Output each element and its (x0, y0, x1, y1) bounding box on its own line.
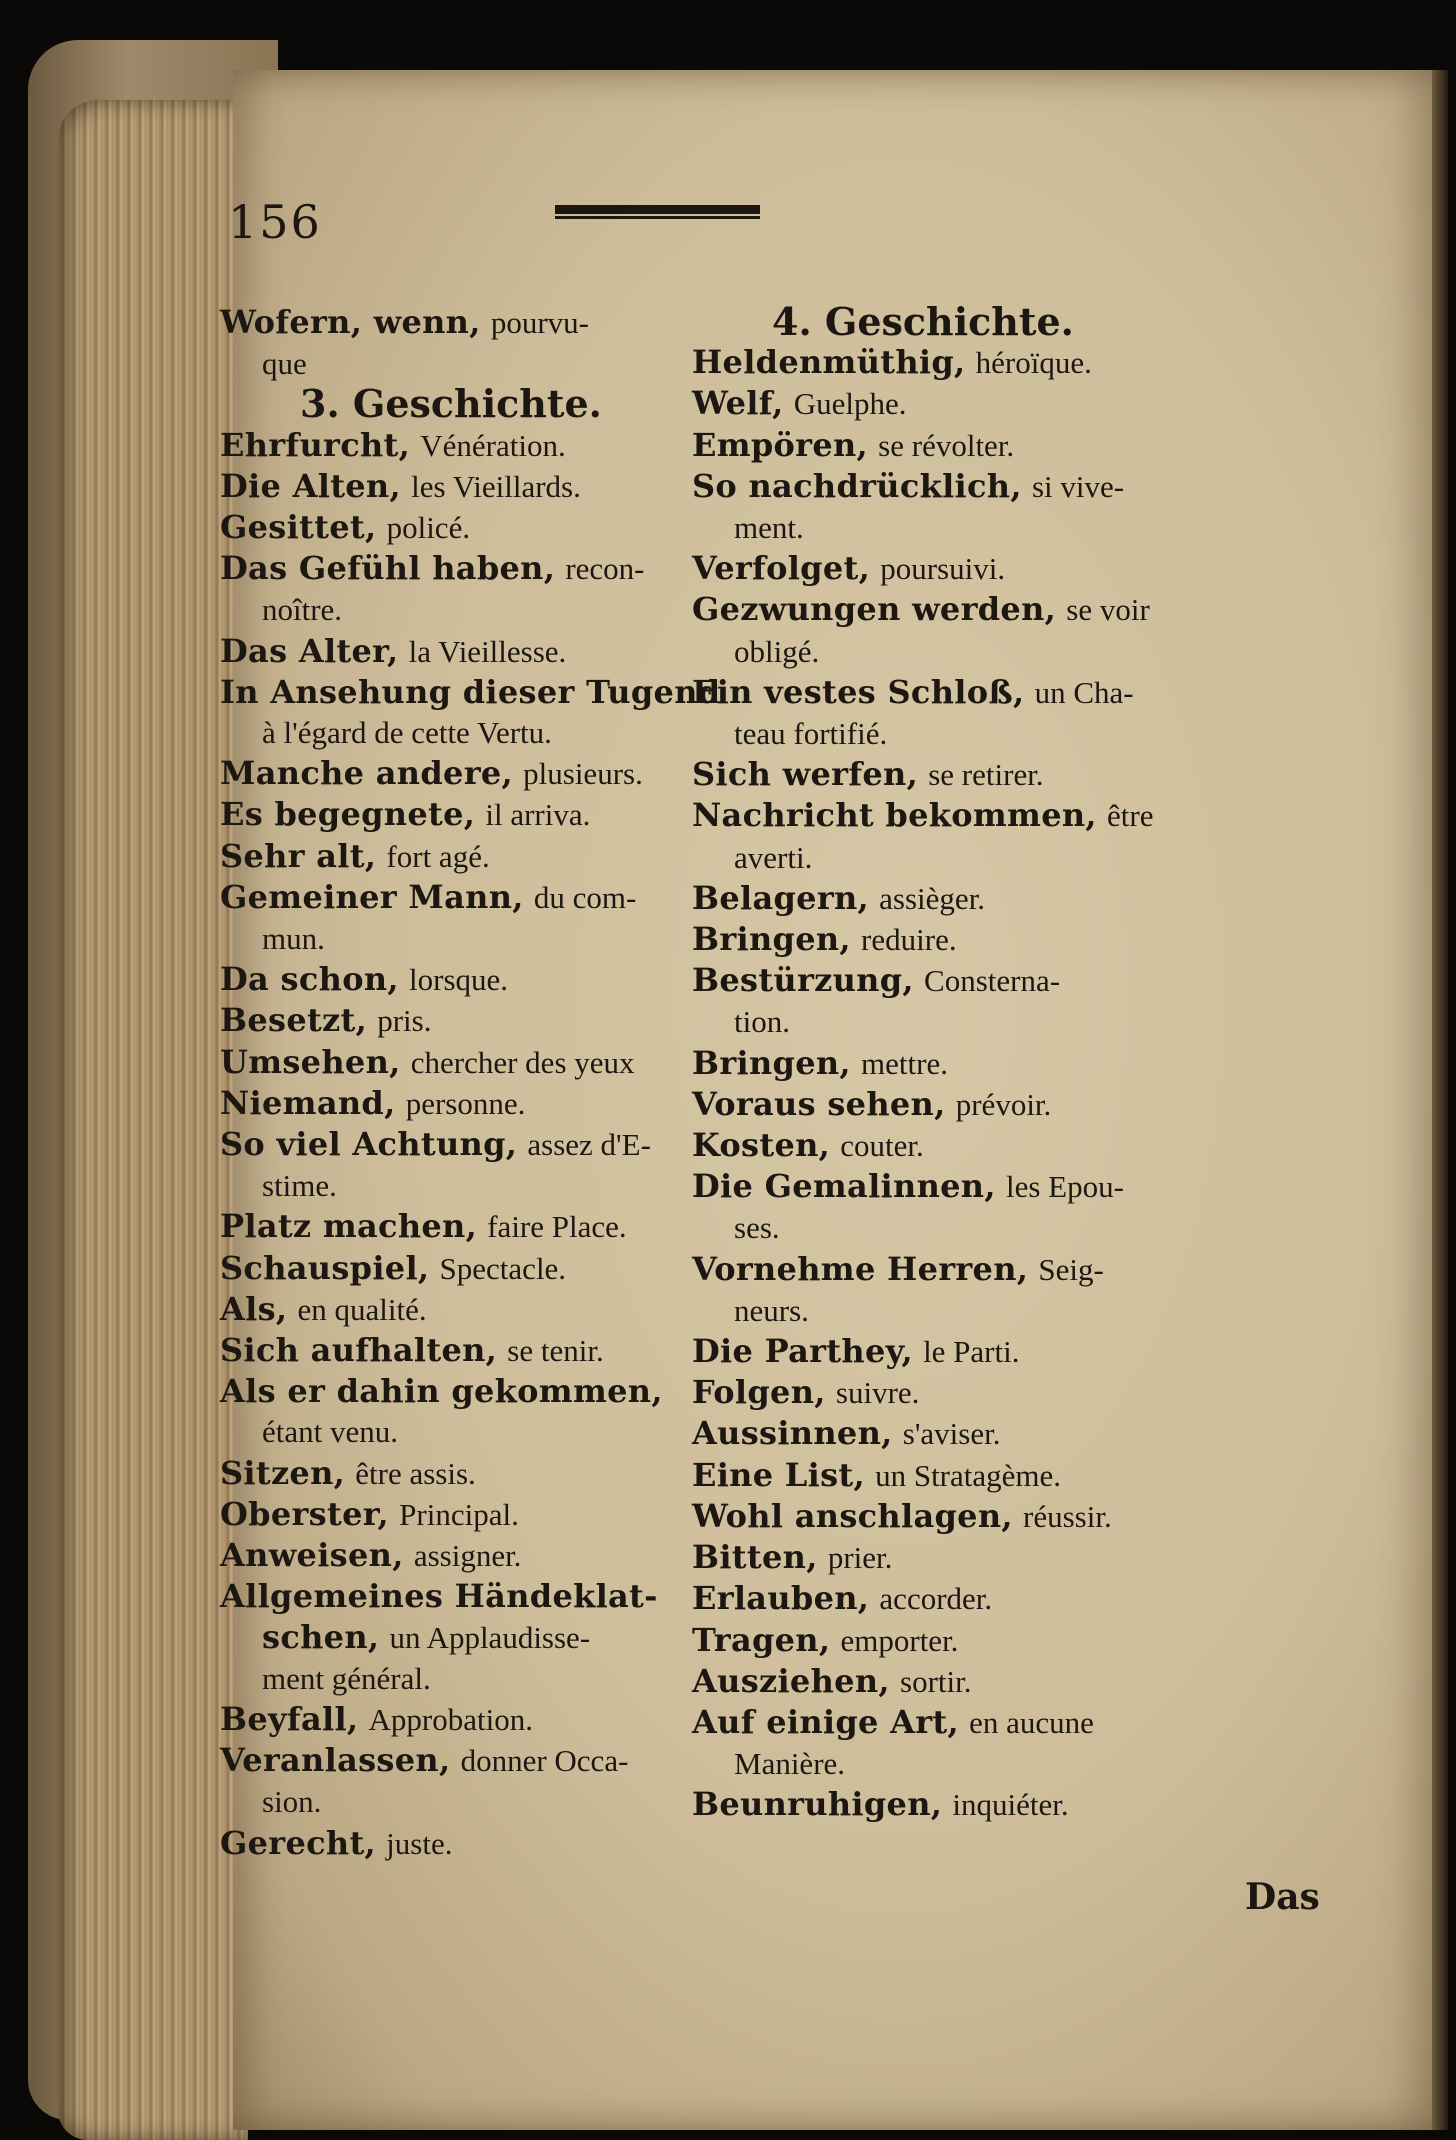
german-term: Als er dahin gekommen, (220, 1372, 663, 1411)
french-translation: obligé. (734, 633, 820, 669)
french-translation: Manière. (734, 1746, 846, 1782)
glossary-entry (220, 877, 650, 918)
french-translation: en qualité. (297, 1291, 427, 1327)
french-translation: héroïque. (975, 345, 1092, 381)
french-translation: si vive- (1031, 468, 1125, 504)
glossary-entry (220, 1576, 658, 1616)
glossary-entry (692, 1784, 1132, 1825)
french-translation: faire Place. (487, 1209, 627, 1245)
glossary-entry (220, 836, 650, 877)
french-translation: s'aviser. (902, 1416, 1001, 1452)
french-translation: Vénération. (420, 427, 566, 463)
german-term: Voraus sehen, (692, 1084, 946, 1123)
section-heading: 3. Geschichte. (300, 381, 602, 427)
glossary-entry (220, 507, 650, 548)
glossary-entry (220, 302, 650, 343)
french-translation: tion. (734, 1004, 790, 1040)
german-term: Da schon, (220, 960, 399, 999)
german-term: Sitzen, (220, 1453, 346, 1492)
page-gutter-shadow (1432, 70, 1448, 2130)
glossary-entry (692, 548, 1132, 589)
glossary-entry (692, 589, 1150, 630)
glossary-entry (692, 1702, 1132, 1743)
french-translation: Spectacle. (439, 1250, 567, 1286)
french-translation: assez d'E- (527, 1127, 651, 1163)
german-term: Als, (220, 1289, 288, 1328)
german-term: Es begegnete, (220, 795, 476, 834)
french-translation: se voir (1066, 592, 1150, 628)
german-term: Die Gemalinnen, (692, 1167, 996, 1206)
french-translation: pourvu- (490, 305, 590, 340)
german-term: Die Parthey, (692, 1332, 913, 1371)
glossary-entry (692, 1125, 1132, 1166)
german-term: Verfolget, (692, 549, 871, 588)
french-translation: assigner. (413, 1538, 522, 1574)
header-ornamental-rule (555, 205, 760, 219)
glossary-entry (692, 919, 1132, 960)
german-term: Umsehen, (220, 1042, 401, 1081)
glossary-entry-continuation (220, 1658, 650, 1699)
german-term: Eine List, (692, 1455, 865, 1494)
glossary-entry-continuation (692, 1743, 1132, 1784)
german-term: Auf einige Art, (692, 1702, 959, 1741)
german-term: Niemand, (220, 1083, 396, 1122)
french-translation: les Vieillards. (411, 468, 581, 504)
glossary-entry (692, 466, 1132, 507)
glossary-entry-continuation (220, 1165, 650, 1206)
glossary-entry (220, 466, 650, 507)
french-translation: plusieurs. (523, 756, 643, 792)
french-translation: être assis. (355, 1455, 476, 1491)
german-term: So viel Achtung, (220, 1125, 518, 1164)
german-term: Tragen, (692, 1620, 831, 1659)
french-translation: lorsque. (409, 962, 509, 998)
glossary-entry (692, 1620, 1132, 1661)
german-term: Oberster, (220, 1494, 389, 1533)
glossary-entry (692, 342, 1132, 383)
french-translation: se tenir. (507, 1333, 604, 1369)
french-translation: étant venu. (262, 1414, 399, 1450)
glossary-entry-continuation (220, 1781, 650, 1822)
french-translation: noître. (262, 592, 343, 628)
glossary-entry (692, 1661, 1132, 1702)
french-translation: couter. (840, 1128, 924, 1164)
french-translation: ment. (734, 510, 804, 546)
french-translation: il arriva. (485, 797, 591, 833)
french-translation: juste. (386, 1825, 453, 1861)
french-translation: fort agé. (386, 838, 490, 874)
glossary-entry-continuation (220, 343, 650, 384)
glossary-entry (692, 383, 1132, 424)
glossary-entry-continuation (692, 713, 1132, 754)
german-term: Ehrfurcht, (220, 425, 411, 464)
glossary-entry-continuation (692, 837, 1132, 878)
glossary-entry (220, 1206, 650, 1247)
german-term: Sich aufhalten, (220, 1331, 498, 1370)
glossary-entry (220, 1494, 650, 1535)
german-term: Das Gefühl haben, (220, 549, 556, 588)
french-translation: chercher des yeux (410, 1044, 635, 1080)
glossary-entry (692, 1537, 1132, 1578)
glossary-entry (220, 672, 721, 712)
left-column-glossary (220, 302, 721, 1864)
glossary-entry (692, 425, 1132, 466)
glossary-entry (692, 960, 1132, 1001)
glossary-entry-continuation (220, 712, 650, 753)
german-term: Das Alter, (220, 631, 399, 670)
german-term: Bringen, (692, 920, 851, 959)
french-translation: stime. (262, 1168, 337, 1204)
german-term: So nachdrücklich, (692, 466, 1022, 505)
french-translation: sion. (262, 1784, 322, 1820)
glossary-entry (220, 1330, 650, 1371)
glossary-entry (692, 1084, 1132, 1125)
glossary-entry (692, 672, 1132, 713)
glossary-entry (220, 631, 650, 672)
french-translation: policé. (386, 510, 471, 546)
glossary-entry-continuation (220, 918, 650, 959)
french-translation: ment général. (262, 1660, 431, 1696)
german-term: schen, (262, 1617, 380, 1656)
glossary-entry-continuation (692, 1001, 1132, 1042)
catchword: Das (1245, 1876, 1320, 1918)
glossary-entry-continuation (220, 1617, 650, 1658)
glossary-entry-continuation (692, 1207, 1132, 1248)
glossary-entry (692, 1413, 1132, 1454)
german-term: Schauspiel, (220, 1248, 430, 1287)
glossary-entry (220, 753, 650, 794)
german-term: Gezwungen werden, (692, 590, 1057, 629)
glossary-entry (692, 1331, 1132, 1372)
glossary-entry-continuation (220, 1411, 650, 1452)
german-term: Besetzt, (220, 1001, 368, 1040)
german-term: Wohl anschlagen, (692, 1496, 1013, 1535)
french-translation: Seig- (1038, 1251, 1104, 1287)
french-translation: mun. (262, 921, 325, 957)
german-term: Beunruhigen, (692, 1785, 943, 1824)
glossary-entry (692, 1578, 1132, 1619)
french-translation: sortir. (900, 1663, 972, 1699)
german-term: Sehr alt, (220, 836, 377, 875)
french-translation: Principal. (399, 1496, 519, 1532)
french-translation: Approbation. (368, 1701, 533, 1737)
german-term: Ein vestes Schloß, (692, 672, 1025, 711)
german-term: Ausziehen, (692, 1661, 890, 1700)
glossary-entry (220, 794, 650, 835)
glossary-entry (220, 1124, 650, 1165)
french-translation: à l'égard de cette Vertu. (262, 715, 552, 751)
glossary-entry (692, 1496, 1132, 1537)
french-translation: un Applaudisse- (389, 1619, 591, 1655)
glossary-entry (220, 1823, 650, 1864)
german-term: Bitten, (692, 1538, 818, 1577)
french-translation: personne. (405, 1085, 526, 1121)
glossary-entry (692, 1455, 1132, 1496)
german-term: Bestürzung, (692, 961, 914, 1000)
german-term: Kosten, (692, 1126, 831, 1165)
glossary-entry (220, 1289, 650, 1330)
french-translation: assièger. (879, 880, 986, 916)
french-translation: donner Occa- (460, 1743, 629, 1779)
french-translation: prier. (827, 1540, 893, 1576)
french-translation: Consterna- (924, 963, 1061, 999)
glossary-entry (692, 1166, 1132, 1207)
french-translation: se retirer. (928, 757, 1044, 793)
french-translation: se révolter. (878, 427, 1015, 463)
german-term: Allgemeines Händeklat- (220, 1577, 658, 1616)
german-term: Vornehme Herren, (692, 1249, 1029, 1288)
french-translation: les Epou- (1005, 1169, 1124, 1205)
glossary-entry (692, 754, 1132, 795)
glossary-entry (220, 1248, 650, 1289)
french-translation: être (1107, 798, 1154, 834)
german-term: Folgen, (692, 1373, 826, 1412)
french-translation: poursuivi. (880, 551, 1006, 587)
french-translation: reduire. (861, 922, 957, 958)
glossary-entry (220, 1740, 650, 1781)
german-term: Wofern, wenn, (220, 303, 481, 341)
french-translation: le Parti. (923, 1334, 1020, 1370)
french-translation: ses. (734, 1210, 780, 1246)
glossary-entry (692, 1043, 1132, 1084)
german-term: Anweisen, (220, 1536, 404, 1575)
glossary-entry (220, 1000, 650, 1041)
french-translation: averti. (734, 839, 813, 875)
french-translation: prévoir. (955, 1086, 1052, 1122)
french-translation: inquiéter. (952, 1787, 1069, 1823)
german-term: Sich werfen, (692, 755, 919, 794)
section-heading: 4. Geschichte. (772, 299, 1074, 344)
glossary-entry (220, 1083, 650, 1124)
german-term: Erlauben, (692, 1579, 870, 1618)
glossary-entry (220, 1699, 650, 1740)
glossary-entry (692, 878, 1132, 919)
french-translation: un Cha- (1034, 674, 1134, 710)
french-translation: la Vieillesse. (408, 633, 567, 669)
german-term: Gemeiner Mann, (220, 877, 524, 916)
glossary-entry-continuation (692, 507, 1132, 548)
german-term: In Ansehung dieser Tugend (220, 672, 721, 711)
french-translation: neurs. (734, 1292, 809, 1328)
german-term: Aussinnen, (692, 1414, 893, 1453)
german-term: Nachricht bekommen, (692, 796, 1097, 835)
french-translation: du com- (533, 879, 637, 915)
french-translation: mettre. (861, 1045, 948, 1081)
glossary-entry (692, 1249, 1132, 1290)
german-term: Gesittet, (220, 508, 377, 547)
german-term: Die Alten, (220, 466, 401, 505)
french-translation: emporter. (840, 1622, 959, 1658)
glossary-entry (220, 1371, 663, 1411)
glossary-entry (220, 548, 650, 589)
glossary-entry (220, 425, 650, 466)
french-translation: un Stratagème. (875, 1457, 1062, 1493)
glossary-entry (220, 1042, 650, 1083)
glossary-entry-continuation (692, 1290, 1132, 1331)
glossary-entry-continuation (220, 589, 650, 630)
glossary-entry (220, 959, 650, 1000)
french-translation: teau fortifié. (734, 716, 888, 752)
french-translation: pris. (377, 1003, 432, 1039)
page-number: 156 (228, 195, 322, 249)
glossary-entry (692, 1372, 1132, 1413)
french-translation: en aucune (969, 1704, 1094, 1740)
german-term: Gerecht, (220, 1823, 376, 1862)
french-translation: Guelphe. (793, 386, 907, 422)
french-translation: suivre. (835, 1375, 920, 1411)
german-term: Beyfall, (220, 1699, 359, 1738)
german-term: Platz machen, (220, 1207, 478, 1246)
french-translation: que (262, 346, 307, 382)
german-term: Welf, (692, 384, 784, 423)
glossary-entry-continuation (692, 631, 1132, 672)
german-term: Manche andere, (220, 754, 513, 793)
german-term: Heldenmüthig, (692, 343, 966, 382)
german-term: Bringen, (692, 1043, 851, 1082)
german-term: Belagern, (692, 878, 869, 917)
french-translation: accorder. (879, 1581, 993, 1617)
glossary-entry (692, 795, 1154, 836)
german-term: Veranlassen, (220, 1741, 451, 1780)
french-translation: réussir. (1023, 1498, 1112, 1534)
glossary-entry (220, 1453, 650, 1494)
glossary-entry (220, 1535, 650, 1576)
french-translation: recon- (565, 551, 645, 587)
german-term: Empören, (692, 425, 868, 464)
right-column-glossary (692, 299, 1154, 1826)
